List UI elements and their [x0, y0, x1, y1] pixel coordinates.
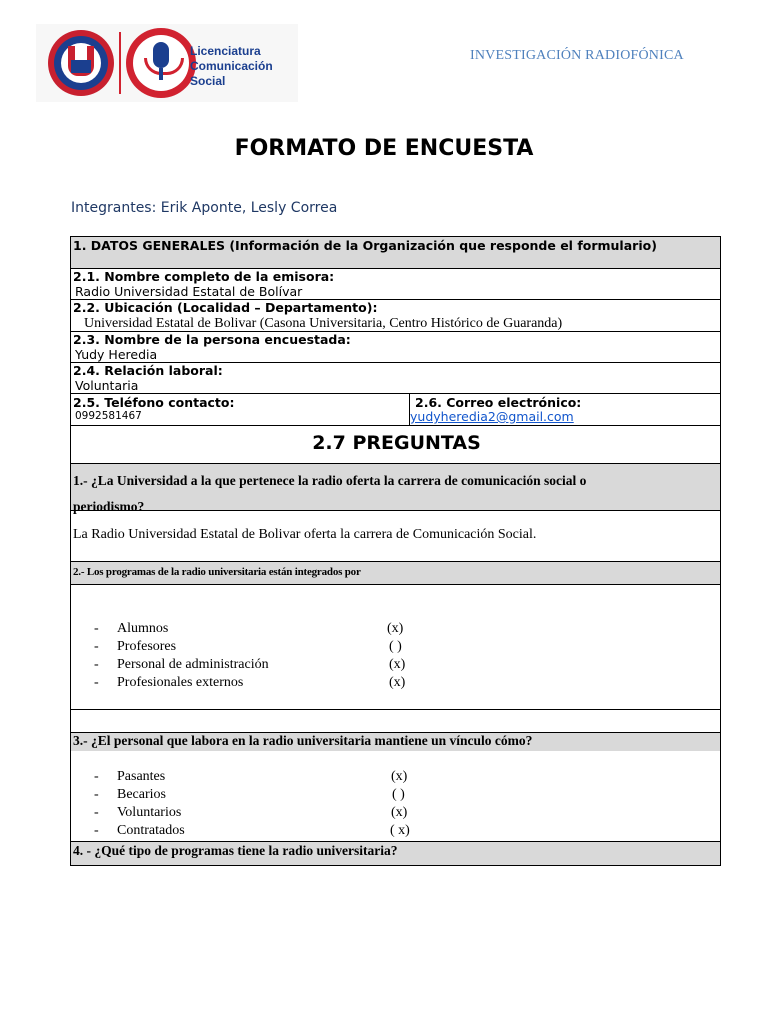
spacer-row — [70, 709, 721, 733]
brand-line-2: Comunicación Social — [190, 59, 273, 88]
respondent-value: Yudy Heredia — [75, 347, 158, 362]
logo-banner — [36, 24, 298, 102]
q2-option-mark: (x) — [389, 675, 406, 690]
station-name-value: Radio Universidad Estatal de Bolívar — [75, 284, 303, 299]
employment-value: Voluntaria — [75, 378, 139, 393]
answer-3-row — [70, 751, 721, 842]
q2-option-mark: (x) — [387, 621, 404, 636]
question-1-line-2: periodismo? — [73, 499, 145, 514]
question-4-row — [70, 841, 721, 866]
question-3-row — [70, 732, 721, 751]
q2-option-label: Profesores — [117, 639, 177, 654]
members-line: Integrantes: Erik Aponte, Lesly Correa — [71, 200, 338, 216]
program-brand — [190, 44, 298, 89]
q3-option-mark: (x) — [391, 769, 408, 784]
q2-option-dash: - — [94, 675, 99, 690]
station-name-row — [70, 268, 721, 300]
q2-option-label: Alumnos — [117, 621, 169, 636]
question-1-row — [70, 463, 721, 514]
question-4-text: 4. - ¿Qué tipo de programas tiene la radio universitaria? — [73, 843, 398, 858]
q2-option-mark: ( ) — [389, 639, 402, 654]
respondent-row — [70, 331, 721, 363]
location-label: 2.2. Ubicación (Localidad – Departamento): — [73, 300, 378, 315]
logo-divider — [119, 32, 121, 94]
page-title: FORMATO DE ENCUESTA — [234, 136, 534, 161]
contact-row — [70, 393, 721, 425]
q2-option-dash: - — [94, 621, 99, 636]
q3-option-mark: (x) — [391, 805, 408, 820]
questions-heading-row — [70, 425, 721, 463]
q3-option-dash: - — [94, 805, 99, 820]
location-value: Universidad Estatal de Bolivar (Casona Universitaria, Centro Histórico de Guaranda) — [84, 316, 563, 331]
q2-option-label: Personal de administración — [117, 657, 269, 672]
answer-1-text: La Radio Universidad Estatal de Bolivar oferta la carrera de Comunicación Social. — [73, 527, 537, 542]
question-1-line-1: 1.- ¿La Universidad a la que pertenece la radio oferta la carrera de comunicación social o — [73, 473, 587, 488]
q3-option-label: Voluntarios — [117, 805, 182, 820]
university-seal-logo — [48, 30, 114, 96]
questions-heading: 2.7 PREGUNTAS — [312, 432, 481, 454]
question-2-text: 2.- Los programas de la radio universitaria están integrados por — [73, 566, 361, 578]
phone-label: 2.5. Teléfono contacto: — [73, 395, 235, 410]
q3-option-mark: ( x) — [390, 823, 410, 838]
survey-form — [70, 236, 721, 866]
general-data-heading: 1. DATOS GENERALES (Información de la Organización que responde el formulario) — [73, 238, 657, 253]
station-name-label: 2.1. Nombre completo de la emisora: — [73, 269, 335, 284]
q3-option-label: Becarios — [117, 787, 166, 802]
brand-line-1: Licenciatura — [190, 44, 261, 58]
general-data-heading-row — [70, 236, 721, 269]
radio-microphone-logo — [126, 28, 196, 98]
q3-option-label: Pasantes — [117, 769, 166, 784]
email-link[interactable]: yudyheredia2@gmail.com — [410, 409, 574, 424]
answer-1-row — [70, 510, 721, 562]
header-right-title: INVESTIGACIÓN RADIOFÓNICA — [470, 48, 684, 63]
employment-row — [70, 362, 721, 394]
q3-option-label: Contratados — [117, 823, 185, 838]
q3-option-dash: - — [94, 769, 99, 784]
q2-option-mark: (x) — [389, 657, 406, 672]
answer-2-row — [70, 584, 721, 710]
location-row — [70, 299, 721, 332]
phone-value: 0992581467 — [75, 410, 142, 422]
question-3-text: 3.- ¿El personal que labora en la radio universitaria mantiene un vínculo cómo? — [73, 733, 533, 748]
q2-option-label: Profesionales externos — [117, 675, 244, 690]
employment-label: 2.4. Relación laboral: — [73, 363, 223, 378]
q3-option-dash: - — [94, 823, 99, 838]
question-2-row — [70, 561, 721, 585]
q2-option-dash: - — [94, 657, 99, 672]
respondent-label: 2.3. Nombre de la persona encuestada: — [73, 332, 351, 347]
email-label: 2.6. Correo electrónico: — [415, 395, 582, 410]
q3-option-mark: ( ) — [392, 787, 405, 802]
q2-option-dash: - — [94, 639, 99, 654]
q3-option-dash: - — [94, 787, 99, 802]
